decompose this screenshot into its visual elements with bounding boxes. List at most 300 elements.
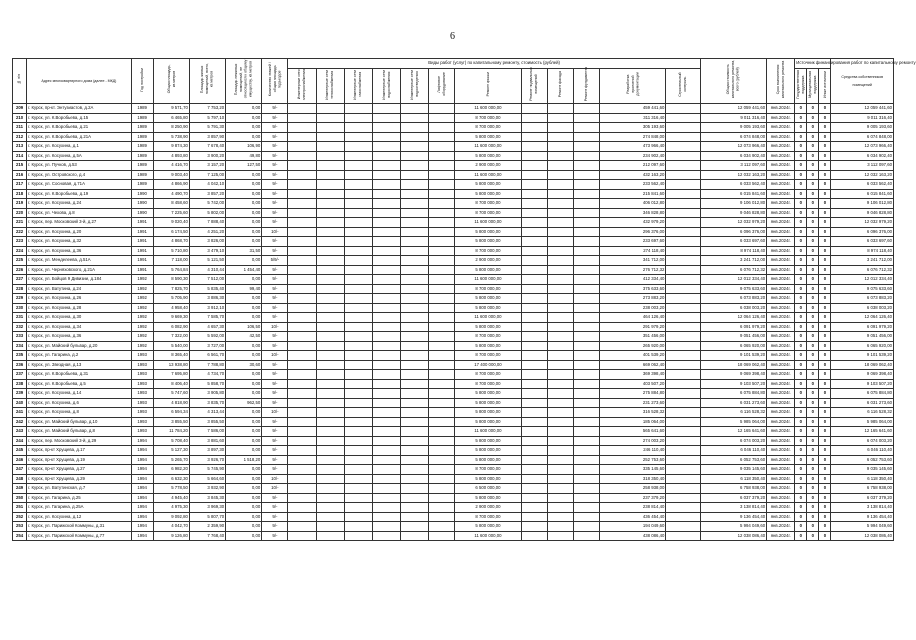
- cell-area-nonliving: 1 454,40: [226, 265, 262, 275]
- cell-work-6: [429, 512, 455, 522]
- cell-address: г. Курск, ул. Косухина, д.28: [27, 303, 132, 313]
- cell-design: 258 938,00: [600, 484, 666, 494]
- cell-work-8: [521, 313, 547, 323]
- col-header-area-total: Общая площадь, кв.метров: [153, 59, 189, 104]
- cell-finance-3: 0: [819, 170, 831, 180]
- cell-address: г. Курск, пр-кт Хрущева, д.27: [27, 465, 132, 475]
- cell-work-6: [429, 322, 455, 332]
- cell-owners-funds: 6 065 920,00: [831, 341, 894, 351]
- cell-floors: 9/-: [262, 246, 288, 256]
- cell-finance-1: 0: [795, 493, 807, 503]
- cell-floors: 10/-: [262, 351, 288, 361]
- cell-finance-3: 0: [819, 379, 831, 389]
- cell-work-4: [372, 341, 400, 351]
- cell-work-1: [288, 265, 316, 275]
- cell-work-9: [547, 322, 573, 332]
- cell-area-nonliving: 0,00: [226, 503, 262, 513]
- cell-work-1: [288, 398, 316, 408]
- cell-work-9: [547, 408, 573, 418]
- table-row: [13, 341, 894, 351]
- cell-area-nonliving: 0,00: [226, 218, 262, 228]
- col-header-work-8: Ремонт подвальных помещений: [521, 68, 547, 104]
- cell-finance-1: 0: [795, 284, 807, 294]
- cell-year: 1992: [131, 303, 153, 313]
- cell-work-6: [429, 104, 455, 114]
- cell-area-nonliving: 962,50: [226, 398, 262, 408]
- cell-year: 1993: [131, 427, 153, 437]
- cell-total-cost: 12 038 086,40: [700, 531, 766, 541]
- cell-year: 1991: [131, 246, 153, 256]
- cell-total-cost: 6 046 110,40: [700, 446, 766, 456]
- cell-area-living: 4 042,10: [189, 180, 225, 190]
- cell-work-6: [429, 237, 455, 247]
- cell-control: [666, 104, 700, 114]
- cell-work-5: [401, 227, 429, 237]
- cell-address: г. Курск, пр-кт. Энтузиастов, д.2А: [27, 104, 132, 114]
- cell-no: 248: [13, 474, 27, 484]
- cell-finance-2: 0: [807, 151, 819, 161]
- cell-finance-3: 0: [819, 389, 831, 399]
- cell-design: 464 126,40: [600, 313, 666, 323]
- cell-no: 211: [13, 123, 27, 133]
- cell-work-4: [372, 417, 400, 427]
- cell-finance-2: 0: [807, 512, 819, 522]
- cell-design: 473 966,40: [600, 142, 666, 152]
- cell-work-4: [372, 351, 400, 361]
- cell-area-nonliving: 1 518,20: [226, 455, 262, 465]
- cell-floors: 9/-: [262, 208, 288, 218]
- cell-work-5: [401, 123, 429, 133]
- cell-work-9: [547, 379, 573, 389]
- cell-total-cost: 3 241 712,00: [700, 256, 766, 266]
- cell-work-3: [344, 104, 372, 114]
- cell-work-2: [316, 113, 344, 123]
- cell-total-cost: 9 103 507,20: [700, 379, 766, 389]
- cell-year: 1992: [131, 275, 153, 285]
- table-row: [13, 493, 894, 503]
- cell-work-9: [547, 218, 573, 228]
- table-row: [13, 417, 894, 427]
- cell-work-5: [401, 370, 429, 380]
- cell-work-1: [288, 455, 316, 465]
- cell-address: г. Курск, ул. Гагарина, д.2: [27, 351, 132, 361]
- cell-period: янв.2024г.: [767, 398, 795, 408]
- cell-floors: 9/-: [262, 398, 288, 408]
- cell-work-9: [547, 189, 573, 199]
- cell-work-10: [573, 408, 599, 418]
- cell-area-living: 3 900,20: [189, 151, 225, 161]
- cell-work-5: [401, 104, 429, 114]
- cell-finance-2: 0: [807, 189, 819, 199]
- cell-area-nonliving: 106,90: [226, 142, 262, 152]
- cell-work-6: [429, 161, 455, 171]
- cell-work-8: [521, 531, 547, 541]
- cell-area-total: 9 003,40: [153, 170, 189, 180]
- table-row: [13, 227, 894, 237]
- col-header-work-2: Инженерные сети теплоснабжения: [316, 68, 344, 104]
- cell-area-living: 4 734,70: [189, 370, 225, 380]
- cell-work-6: [429, 123, 455, 133]
- cell-finance-2: 0: [807, 427, 819, 437]
- cell-owners-funds: 12 059 441,60: [831, 104, 894, 114]
- cell-work-8: [521, 284, 547, 294]
- cell-area-living: 3 912,10: [189, 303, 225, 313]
- cell-work-8: [521, 303, 547, 313]
- cell-finance-2: 0: [807, 341, 819, 351]
- cell-area-nonliving: 99,40: [226, 284, 262, 294]
- cell-period: янв.2024г.: [767, 389, 795, 399]
- cell-work-3: [344, 113, 372, 123]
- cell-design: 238 814,40: [600, 503, 666, 513]
- cell-period: янв.2024г.: [767, 199, 795, 209]
- cell-area-living: 3 835,70: [189, 398, 225, 408]
- cell-owners-funds: 9 035 145,60: [831, 465, 894, 475]
- table-row: [13, 351, 894, 361]
- cell-work-9: [547, 465, 573, 475]
- cell-finance-3: 0: [819, 427, 831, 437]
- cell-finance-2: 0: [807, 265, 819, 275]
- cell-work-2: [316, 227, 344, 237]
- cell-address: г. Курск, ул. Косухина, д.12: [27, 512, 132, 522]
- cell-roof: 5 800 000,00: [455, 455, 521, 465]
- cell-finance-3: 0: [819, 360, 831, 370]
- cell-work-5: [401, 113, 429, 123]
- cell-no: 254: [13, 531, 27, 541]
- cell-finance-2: 0: [807, 294, 819, 304]
- cell-work-1: [288, 294, 316, 304]
- cell-year: 1989: [131, 123, 153, 133]
- cell-work-8: [521, 512, 547, 522]
- cell-finance-3: 0: [819, 332, 831, 342]
- cell-period: янв.2024г.: [767, 341, 795, 351]
- cell-roof: 2 900 000,00: [455, 503, 521, 513]
- cell-work-5: [401, 493, 429, 503]
- cell-work-9: [547, 389, 573, 399]
- cell-floors: 9/-: [262, 379, 288, 389]
- table-row: [13, 379, 894, 389]
- cell-total-cost: 6 074 003,20: [700, 436, 766, 446]
- cell-no: 233: [13, 332, 27, 342]
- cell-area-living: 4 310,44: [189, 265, 225, 275]
- cell-finance-1: 0: [795, 332, 807, 342]
- cell-work-6: [429, 455, 455, 465]
- cell-year: 1989: [131, 104, 153, 114]
- cell-address: г. Курск, ул. Гагарина, д.25: [27, 493, 132, 503]
- cell-area-total: 5 127,30: [153, 446, 189, 456]
- cell-work-5: [401, 465, 429, 475]
- cell-no: 244: [13, 436, 27, 446]
- cell-work-2: [316, 436, 344, 446]
- cell-owners-funds: 6 116 528,32: [831, 408, 894, 418]
- cell-work-10: [573, 227, 599, 237]
- cell-address: г. Курск, ул. Косухина, д.24: [27, 199, 132, 209]
- table-row: [13, 446, 894, 456]
- cell-control: [666, 142, 700, 152]
- cell-work-1: [288, 189, 316, 199]
- cell-area-nonliving: 0,00: [226, 199, 262, 209]
- cell-area-nonliving: 106,50: [226, 322, 262, 332]
- cell-address: г. Курск, ул. Косухина, д.1: [27, 142, 132, 152]
- cell-control: [666, 503, 700, 513]
- cell-no: 212: [13, 132, 27, 142]
- cell-finance-3: 0: [819, 151, 831, 161]
- cell-control: [666, 417, 700, 427]
- cell-work-3: [344, 142, 372, 152]
- cell-area-nonliving: 0,00: [226, 104, 262, 114]
- cell-roof: 5 800 000,00: [455, 322, 521, 332]
- table-row: [13, 275, 894, 285]
- cell-floors: 9/-: [262, 132, 288, 142]
- cell-work-1: [288, 446, 316, 456]
- cell-work-10: [573, 303, 599, 313]
- cell-total-cost: 6 033 562,40: [700, 180, 766, 190]
- cell-period: янв.2024г.: [767, 208, 795, 218]
- cell-owners-funds: 9 101 539,20: [831, 351, 894, 361]
- cell-area-nonliving: 0,00: [226, 522, 262, 532]
- cell-work-1: [288, 503, 316, 513]
- cell-work-4: [372, 370, 400, 380]
- cell-total-cost: 12 165 641,60: [700, 427, 766, 437]
- cell-roof: 8 700 000,00: [455, 113, 521, 123]
- cell-work-8: [521, 351, 547, 361]
- cell-floors: 9/-: [262, 512, 288, 522]
- cell-work-8: [521, 199, 547, 209]
- cell-finance-2: 0: [807, 237, 819, 247]
- cell-work-4: [372, 512, 400, 522]
- cell-work-10: [573, 208, 599, 218]
- cell-year: 1994: [131, 436, 153, 446]
- col-header-work-10: Ремонт фундамента: [573, 68, 599, 104]
- cell-design: 231 273,60: [600, 398, 666, 408]
- cell-control: [666, 474, 700, 484]
- cell-owners-funds: 9 051 456,00: [831, 332, 894, 342]
- cell-address: г. Курск, ул. Сосновая, д.71А: [27, 180, 132, 190]
- cell-total-cost: 9 046 828,80: [700, 208, 766, 218]
- cell-work-9: [547, 341, 573, 351]
- cell-finance-2: 0: [807, 379, 819, 389]
- cell-work-3: [344, 465, 372, 475]
- cell-work-6: [429, 360, 455, 370]
- cell-period: янв.2024г.: [767, 322, 795, 332]
- cell-design: 305 193,60: [600, 123, 666, 133]
- cell-design: 375 633,60: [600, 284, 666, 294]
- cell-finance-2: 0: [807, 522, 819, 532]
- cell-design: 275 884,80: [600, 389, 666, 399]
- cell-owners-funds: 3 241 712,00: [831, 256, 894, 266]
- cell-work-6: [429, 313, 455, 323]
- cell-work-3: [344, 484, 372, 494]
- cell-finance-3: 0: [819, 208, 831, 218]
- cell-work-9: [547, 332, 573, 342]
- cell-finance-1: 0: [795, 218, 807, 228]
- cell-total-cost: 6 033 697,60: [700, 237, 766, 247]
- cell-control: [666, 341, 700, 351]
- table-row: [13, 113, 894, 123]
- cell-finance-1: 0: [795, 151, 807, 161]
- cell-area-living: 2 359,90: [189, 522, 225, 532]
- cell-area-total: 5 738,90: [153, 132, 189, 142]
- cell-area-total: 4 866,90: [153, 180, 189, 190]
- cell-work-9: [547, 256, 573, 266]
- cell-roof: 11 600 000,00: [455, 170, 521, 180]
- cell-area-total: 5 710,80: [153, 246, 189, 256]
- cell-control: [666, 265, 700, 275]
- cell-finance-1: 0: [795, 180, 807, 190]
- cell-work-2: [316, 170, 344, 180]
- cell-no: 231: [13, 313, 27, 323]
- cell-no: 216: [13, 170, 27, 180]
- cell-period: янв.2024г.: [767, 246, 795, 256]
- cell-work-8: [521, 379, 547, 389]
- cell-period: янв.2024г.: [767, 113, 795, 123]
- cell-work-4: [372, 170, 400, 180]
- cell-design: 669 062,40: [600, 360, 666, 370]
- cell-area-nonliving: 0,00: [226, 303, 262, 313]
- cell-work-5: [401, 218, 429, 228]
- cell-area-living: 5 858,70: [189, 379, 225, 389]
- cell-design: 459 441,60: [600, 104, 666, 114]
- cell-roof: 11 600 000,00: [455, 104, 521, 114]
- col-header-work-12: Строительный контроль: [666, 68, 700, 104]
- cell-work-10: [573, 246, 599, 256]
- cell-work-8: [521, 294, 547, 304]
- cell-roof: 5 800 000,00: [455, 189, 521, 199]
- cell-area-total: 11 784,20: [153, 427, 189, 437]
- cell-work-4: [372, 256, 400, 266]
- cell-no: 235: [13, 351, 27, 361]
- cell-work-10: [573, 218, 599, 228]
- cell-area-living: 7 768,40: [189, 531, 225, 541]
- cell-area-total: 7 118,00: [153, 256, 189, 266]
- cell-period: янв.2024г.: [767, 351, 795, 361]
- cell-design: 403 507,20: [600, 379, 666, 389]
- cell-work-3: [344, 503, 372, 513]
- cell-total-cost: 9 051 456,00: [700, 332, 766, 342]
- cell-work-2: [316, 275, 344, 285]
- cell-finance-3: 0: [819, 284, 831, 294]
- col-header-address: Адрес многоквартирного дома (далее - МКД): [27, 59, 132, 104]
- cell-total-cost: 6 758 938,00: [700, 484, 766, 494]
- cell-design: 432 163,20: [600, 170, 666, 180]
- cell-no: 230: [13, 303, 27, 313]
- cell-finance-3: 0: [819, 246, 831, 256]
- cell-area-total: 8 365,40: [153, 351, 189, 361]
- cell-work-2: [316, 360, 344, 370]
- cell-area-total: 4 868,70: [153, 237, 189, 247]
- cell-work-6: [429, 284, 455, 294]
- cell-area-total: 7 322,00: [153, 332, 189, 342]
- cell-work-5: [401, 199, 429, 209]
- cell-control: [666, 180, 700, 190]
- cell-area-nonliving: 0,00: [226, 417, 262, 427]
- cell-total-cost: 3 138 814,40: [700, 503, 766, 513]
- cell-work-6: [429, 379, 455, 389]
- cell-work-4: [372, 189, 400, 199]
- cell-no: 243: [13, 427, 27, 437]
- cell-work-10: [573, 493, 599, 503]
- table-row: [13, 284, 894, 294]
- cell-work-9: [547, 370, 573, 380]
- cell-finance-1: 0: [795, 379, 807, 389]
- cell-finance-3: 0: [819, 294, 831, 304]
- cell-control: [666, 313, 700, 323]
- cell-work-8: [521, 493, 547, 503]
- cell-work-2: [316, 294, 344, 304]
- cell-year: 1994: [131, 474, 153, 484]
- cell-total-cost: 8 974 118,40: [700, 246, 766, 256]
- cell-work-8: [521, 465, 547, 475]
- cell-work-5: [401, 474, 429, 484]
- cell-floors: 9/-: [262, 218, 288, 228]
- cell-finance-1: 0: [795, 142, 807, 152]
- cell-work-4: [372, 522, 400, 532]
- table-row: [13, 455, 894, 465]
- cell-control: [666, 389, 700, 399]
- cell-area-living: 3 727,00: [189, 341, 225, 351]
- cell-finance-3: 0: [819, 408, 831, 418]
- cell-period: янв.2024г.: [767, 379, 795, 389]
- cell-floors: 10/-: [262, 484, 288, 494]
- cell-period: янв.2024г.: [767, 142, 795, 152]
- cell-area-total: 7 225,60: [153, 208, 189, 218]
- cell-work-3: [344, 408, 372, 418]
- cell-area-total: 8 250,90: [153, 123, 189, 133]
- table-row: [13, 474, 894, 484]
- cell-year: 1990: [131, 189, 153, 199]
- cell-year: 1989: [131, 142, 153, 152]
- cell-period: янв.2024г.: [767, 218, 795, 228]
- cell-area-total: 5 764,84: [153, 265, 189, 275]
- cell-area-total: 8 458,60: [153, 199, 189, 209]
- cell-work-8: [521, 427, 547, 437]
- cell-roof: 11 600 000,00: [455, 275, 521, 285]
- cell-work-1: [288, 484, 316, 494]
- cell-design: 406 012,80: [600, 199, 666, 209]
- col-header-work-7: Ремонт крыши: [455, 68, 521, 104]
- cell-total-cost: 9 136 454,40: [700, 512, 766, 522]
- table-row: [13, 322, 894, 332]
- cell-design: 436 454,40: [600, 512, 666, 522]
- cell-period: янв.2024г.: [767, 484, 795, 494]
- cell-address: г. Курск, ул. Косухина, д.26: [27, 294, 132, 304]
- cell-no: 214: [13, 151, 27, 161]
- cell-work-9: [547, 360, 573, 370]
- cell-finance-3: 0: [819, 218, 831, 228]
- cell-work-4: [372, 303, 400, 313]
- cell-work-3: [344, 474, 372, 484]
- table-row: [13, 256, 894, 266]
- cell-design: 432 979,20: [600, 218, 666, 228]
- cell-control: [666, 189, 700, 199]
- cell-work-3: [344, 123, 372, 133]
- cell-control: [666, 237, 700, 247]
- cell-work-2: [316, 474, 344, 484]
- cell-design: 565 641,60: [600, 427, 666, 437]
- cell-control: [666, 465, 700, 475]
- cell-work-6: [429, 227, 455, 237]
- cell-floors: 9/-: [262, 389, 288, 399]
- cell-design: 316 528,32: [600, 408, 666, 418]
- cell-work-4: [372, 493, 400, 503]
- cell-work-8: [521, 275, 547, 285]
- cell-year: 1994: [131, 455, 153, 465]
- cell-work-10: [573, 351, 599, 361]
- cell-work-3: [344, 151, 372, 161]
- cell-area-total: 5 747,60: [153, 389, 189, 399]
- cell-work-10: [573, 313, 599, 323]
- col-header-work-5: Инженерные сети водоотведения: [401, 68, 429, 104]
- cell-work-6: [429, 370, 455, 380]
